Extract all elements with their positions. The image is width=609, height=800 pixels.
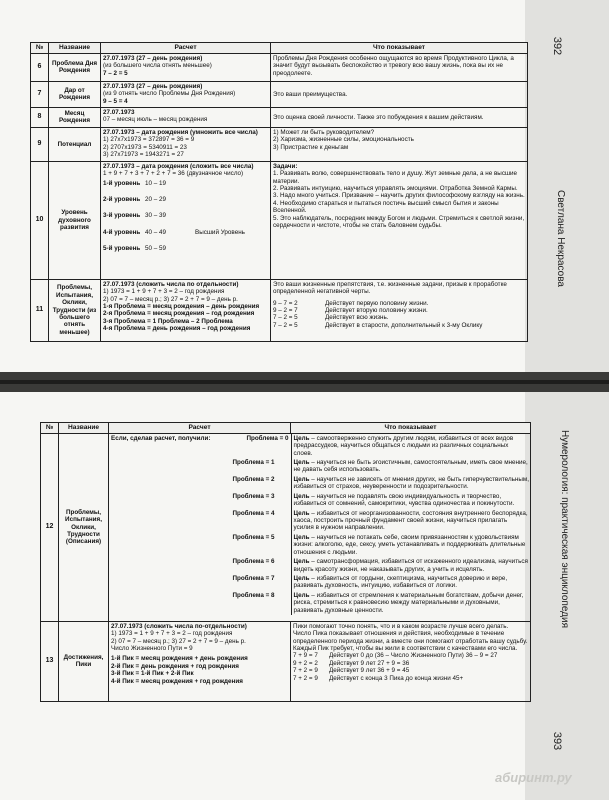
- row-shows: [271, 161, 528, 279]
- problem-text: Цель – научиться не быть эгоистичным, самостоятельным, иметь свое мнение, не давать себя использовать.: [293, 459, 528, 474]
- problem-calc-cell: [109, 557, 291, 574]
- table-header-row: [41, 423, 531, 434]
- calc-line: 27.07.1973 (сложить числа по отдельности): [103, 280, 239, 288]
- calc-line: 1) 1973 = 1 + 9 + 7 + 3 = 2 – год рождения: [103, 288, 225, 296]
- calc-line: 1) 1973 = 1 + 9 + 7 + 3 = 2 – год рождения: [111, 630, 233, 638]
- row-shows: [271, 279, 528, 341]
- table-row: [31, 161, 528, 279]
- problem-text: Цель – научиться не потакать себе, своим привязанностям к удовольствиям жизни: алкоголю, еде, сексу, уметь устанавливать и поддерживать длительные отношения с людьми.: [293, 533, 526, 556]
- row-name: Дар от Рождения: [49, 81, 101, 107]
- row-name: Проблема Дня Рождения: [49, 53, 101, 81]
- problem-label: Проблема = 2: [232, 475, 275, 483]
- row-name: Потенциал: [49, 127, 101, 161]
- calc-line: 4-я Проблема = день рождения – год рождения: [103, 325, 251, 333]
- calc-line: 27.07.1973 – дата рождения (умножить все числа): [103, 128, 258, 136]
- watermark: абиринт.ру: [495, 770, 572, 785]
- row-name: Месяц Рождения: [49, 107, 101, 127]
- calc-line: (из большего числа отнять меньшее): [103, 62, 212, 70]
- row-calc: [101, 279, 271, 341]
- problems-cell: [109, 433, 531, 621]
- problem-row: [109, 591, 531, 615]
- calc-line: 1-я Проблема = месяц рождения – день рождения: [103, 303, 260, 311]
- calc-line: 2) 07 = 7 – месяц р.; 3) 27 = 2 + 7 = 9 – день р.: [103, 295, 238, 303]
- task-item: 3. Надо много учиться. Призвание – научить других философскому взгляду на жизнь.: [273, 192, 525, 200]
- calc-line: 3-я Проблема = 1 Проблема – 2 Проблема: [103, 317, 233, 325]
- numerology-table-top: [30, 42, 528, 342]
- calc-line: 2-я Проблема = месяц рождения – год рождения: [103, 310, 255, 318]
- row-name: Проблемы, Испытания, Оклики, Трудности (из большего отнять меньшее): [49, 279, 101, 341]
- calc-line: 27.07.1973 – дата рождения (сложить все числа): [103, 162, 254, 170]
- problem-calc-cell: [109, 509, 291, 533]
- problem-label: Проблема = 0: [246, 434, 289, 442]
- pair-row: 7 – 2 = 5 Действует в старости, дополнительный к 3-му Оклику: [273, 321, 483, 329]
- calc-line: 1-й Пик = месяц рождения + день рождения: [111, 655, 248, 663]
- problem-calc-cell: [109, 574, 291, 591]
- level-row: 1-й уровень 10 – 19: [103, 179, 167, 187]
- level-row: 3-й уровень 30 – 39: [103, 212, 167, 220]
- problem-label: Проблема = 8: [232, 591, 275, 599]
- level-row: 4-й уровень 40 – 49 Высший Уровень: [103, 228, 245, 236]
- shows-line: 2) Харизма, жизненные силы, эмоциональность: [273, 136, 414, 144]
- pair-row: 9 – 2 = 7 Действует вторую половину жизни.: [273, 307, 428, 315]
- problem-text: Цель – самотрансформация, избавиться от искаженного идеализма, научиться видеть красоту жизни, не наказывать других, а учить и исцелять.: [293, 558, 528, 573]
- row-calc: [101, 107, 271, 127]
- table-row: [31, 53, 528, 81]
- problem-label: Проблема = 3: [232, 492, 275, 500]
- row-name: Уровень духовного развития: [49, 161, 101, 279]
- level-row: 5-й уровень 50 – 59: [103, 245, 167, 253]
- problem-text: Цель – избавиться от стремления к материальным богатствам, добычи денег, риска, стремиться к равновесию между материальными и духовными, развивать духовные ценности.: [293, 591, 524, 614]
- row-calc: [101, 53, 271, 81]
- header-num: №: [41, 423, 59, 434]
- task-item: 2. Развивать интуицию, научиться управлять эмоциями. Отработка Земной Кармы.: [273, 185, 518, 193]
- calc-line: 27.07.1973 (сложить числа по-отдельности): [111, 622, 247, 630]
- problem-text: Цель – научиться не зависеть от мнения других, не быть гиперчувствительным, избавиться от страхов, неуверенности и подозрительности.: [293, 475, 530, 491]
- task-item: 5. Это наблюдатель, посредник между Богом и людьми. Стремиться к светлой жизни, сердечности и чистоте, чтобы не стать баловнем судьбы.: [273, 214, 525, 230]
- level-row: 2-й уровень 20 – 29: [103, 196, 167, 204]
- problem-text: Цель – избавиться от неорганизованности, состояния внутреннего беспорядка, хаоса, построить прочный фундамент своей жизни, научиться прилагать усилия в нужном направлении.: [293, 509, 528, 532]
- table-row: [31, 279, 528, 341]
- problem-calc-cell: [109, 533, 291, 557]
- task-item: 4. Необходимо стараться и пытаться постичь высший смысл бытия и законы Вселенной.: [273, 199, 499, 215]
- row-calc: [101, 127, 271, 161]
- problem-calc-cell: [109, 492, 291, 509]
- problem-row: [109, 509, 531, 533]
- row-shows: [291, 621, 531, 701]
- page-number-bottom: 393: [551, 731, 564, 751]
- calc-line: 07 – месяц июль – месяц рождения: [103, 116, 208, 124]
- row-number: 8: [31, 107, 49, 127]
- problem-row: [109, 458, 531, 475]
- calc-line: 9 – 5 = 4: [103, 97, 128, 105]
- row-shows: Это оценка своей личности. Также это побуждения к вашим действиям.: [271, 107, 528, 127]
- header-shows: Что показывает: [291, 423, 531, 434]
- header-name: Название: [59, 423, 109, 434]
- problem-calc-cell: [109, 591, 291, 615]
- calc-line: Число Жизненного Пути = 9: [111, 645, 193, 653]
- pair-row: 9 – 7 = 2 Действует первую половину жизни.: [273, 299, 429, 307]
- running-title-top: Светлана Некрасова: [555, 190, 566, 287]
- row-shows: Это ваши преимущества.: [271, 81, 528, 107]
- problem-row: [109, 434, 531, 458]
- problem-text: Цель – избавиться от гордыни, скептицизма, научиться доверию и вере, развивать духовность, интуицию, избавиться от логики.: [293, 574, 508, 590]
- problem-label: Проблема = 6: [232, 558, 275, 566]
- page-edge-top: [525, 0, 609, 372]
- table-row: [41, 621, 531, 701]
- header-num: №: [31, 43, 49, 54]
- calc-intro: Если, сделав расчет, получили:: [111, 434, 211, 442]
- problem-text: Цель – самоотверженно служить другим людям, избавиться от всех видов предрассудков, научиться общаться с людьми из различных социальных слоев.: [293, 434, 514, 457]
- running-title-bottom: Нумерология: практическая энциклопедия: [559, 430, 570, 629]
- shows-line: 1) Может ли быть руководителем?: [273, 128, 375, 136]
- problem-text: Цель – научиться не подавлять свою индивидуальность и творчество, избавиться от сомнений, самокритики, чувства одиночества и покинутости.: [293, 492, 515, 508]
- calc-line: 2) 07 = 7 – месяц р.; 3) 27 = 2 + 7 = 9 – день р.: [111, 637, 246, 645]
- problem-label: Проблема = 5: [232, 533, 275, 541]
- pair-row: 7 + 2 = 9 Действует с конца 3 Пика до конца жизни 45+: [293, 674, 464, 682]
- calc-line: 1 + 9 + 7 + 3 + 7 + 2 + 7 = 36 (двузначное число): [103, 170, 244, 178]
- row-number: 10: [31, 161, 49, 279]
- calc-line: 3-й Пик = 1-й Пик + 2-й Пик: [111, 670, 194, 678]
- table-header-row: [31, 43, 528, 54]
- row-number: 12: [41, 433, 59, 621]
- problem-row: [109, 557, 531, 574]
- tasks-title: Задачи:: [273, 162, 298, 170]
- row-number: 9: [31, 127, 49, 161]
- table-row: [31, 107, 528, 127]
- header-name: Название: [49, 43, 101, 54]
- header-calc: Расчет: [101, 43, 271, 54]
- calc-line: (из 9 отнять число Проблемы Дня Рождения): [103, 90, 236, 98]
- problems-subtable: [109, 434, 531, 615]
- pair-row: 7 – 2 = 5 Действует всю жизнь.: [273, 314, 389, 322]
- row-calc: [101, 81, 271, 107]
- header-calc: Расчет: [109, 423, 291, 434]
- problem-row: [109, 574, 531, 591]
- problem-label: Проблема = 7: [232, 574, 275, 582]
- calc-line: 2-й Пик = день рождения + год рождения: [111, 662, 239, 670]
- calc-line: 27.07.1973 (27 – день рождения): [103, 82, 203, 90]
- problem-label: Проблема = 4: [232, 509, 275, 517]
- problem-row: [109, 533, 531, 557]
- header-shows: Что показывает: [271, 43, 528, 54]
- row-number: 6: [31, 53, 49, 81]
- row-name: Достижения, Пики: [59, 621, 109, 701]
- calc-line: 4-й Пик = месяц рождения + год рождения: [111, 677, 243, 685]
- problem-calc-cell: [109, 434, 291, 458]
- row-name: Проблемы, Испытания, Оклики, Трудности (Описания): [59, 433, 109, 621]
- pair-row: 7 + 9 = 7 Действует 0 до (36 – Число Жизненного Пути) 36 – 9 = 27: [293, 652, 498, 660]
- problem-row: [109, 492, 531, 509]
- row-shows: Проблемы Дня Рождения особенно ощущаются во время Продуктивного Цикла, а значит будут вызывать беспокойство и тревогу всю вашу жизнь, пока вы их не преодолеете.: [271, 53, 528, 81]
- shows-line: 3) Пристрастие к деньгам: [273, 143, 349, 151]
- numerology-table-bottom: [40, 422, 531, 702]
- table-row: [31, 127, 528, 161]
- table-row: [31, 81, 528, 107]
- task-item: 1. Развивать волю, совершенствовать тело и душу. Жут земные дела, а не высшие материи.: [273, 170, 518, 185]
- row-number: 7: [31, 81, 49, 107]
- row-calc: [101, 161, 271, 279]
- page-number-top: 392: [551, 36, 564, 56]
- book-gutter-shadow: [0, 380, 609, 384]
- calc-line: 27.07.1973: [103, 108, 135, 116]
- shows-intro: Пики помогают точно понять, что и в каком возрасте лучше всего делать. Число Пика показывает отношения и действия, необходимые в течение определенного периода жизни, а вместе они помогают отработать вашу судьбу. Каждый Пик требует, чтобы вы жили в соответствии с качествами его числа.: [293, 622, 528, 653]
- row-shows: [271, 127, 528, 161]
- pair-row: 9 + 2 = 2 Действует 9 лет 27 + 9 = 36: [293, 659, 410, 667]
- problem-label: Проблема = 1: [232, 459, 275, 467]
- row-number: 11: [31, 279, 49, 341]
- row-number: 13: [41, 621, 59, 701]
- calc-line: 2) 2707x1973 = 5340911 = 23: [103, 143, 187, 151]
- pair-row: 7 + 2 = 9 Действует 9 лет 36 + 9 = 45: [293, 667, 410, 675]
- calc-line: 7 – 2 = 5: [103, 69, 128, 77]
- table-row: [41, 433, 531, 621]
- row-calc: [109, 621, 291, 701]
- shows-intro: Это ваши жизненные препятствия, т.е. жизненные задачи, призыв к проработке определенной негативной черты.: [273, 280, 507, 296]
- calc-line: 27.07.1973 (27 – день рождения): [103, 54, 203, 62]
- problem-row: [109, 475, 531, 492]
- calc-line: 3) 27x71973 = 1943271 = 27: [103, 151, 184, 159]
- calc-line: 1) 27x7x1973 = 372897 = 36 = 9: [103, 136, 195, 144]
- problem-calc-cell: [109, 475, 291, 492]
- problem-calc-cell: [109, 458, 291, 475]
